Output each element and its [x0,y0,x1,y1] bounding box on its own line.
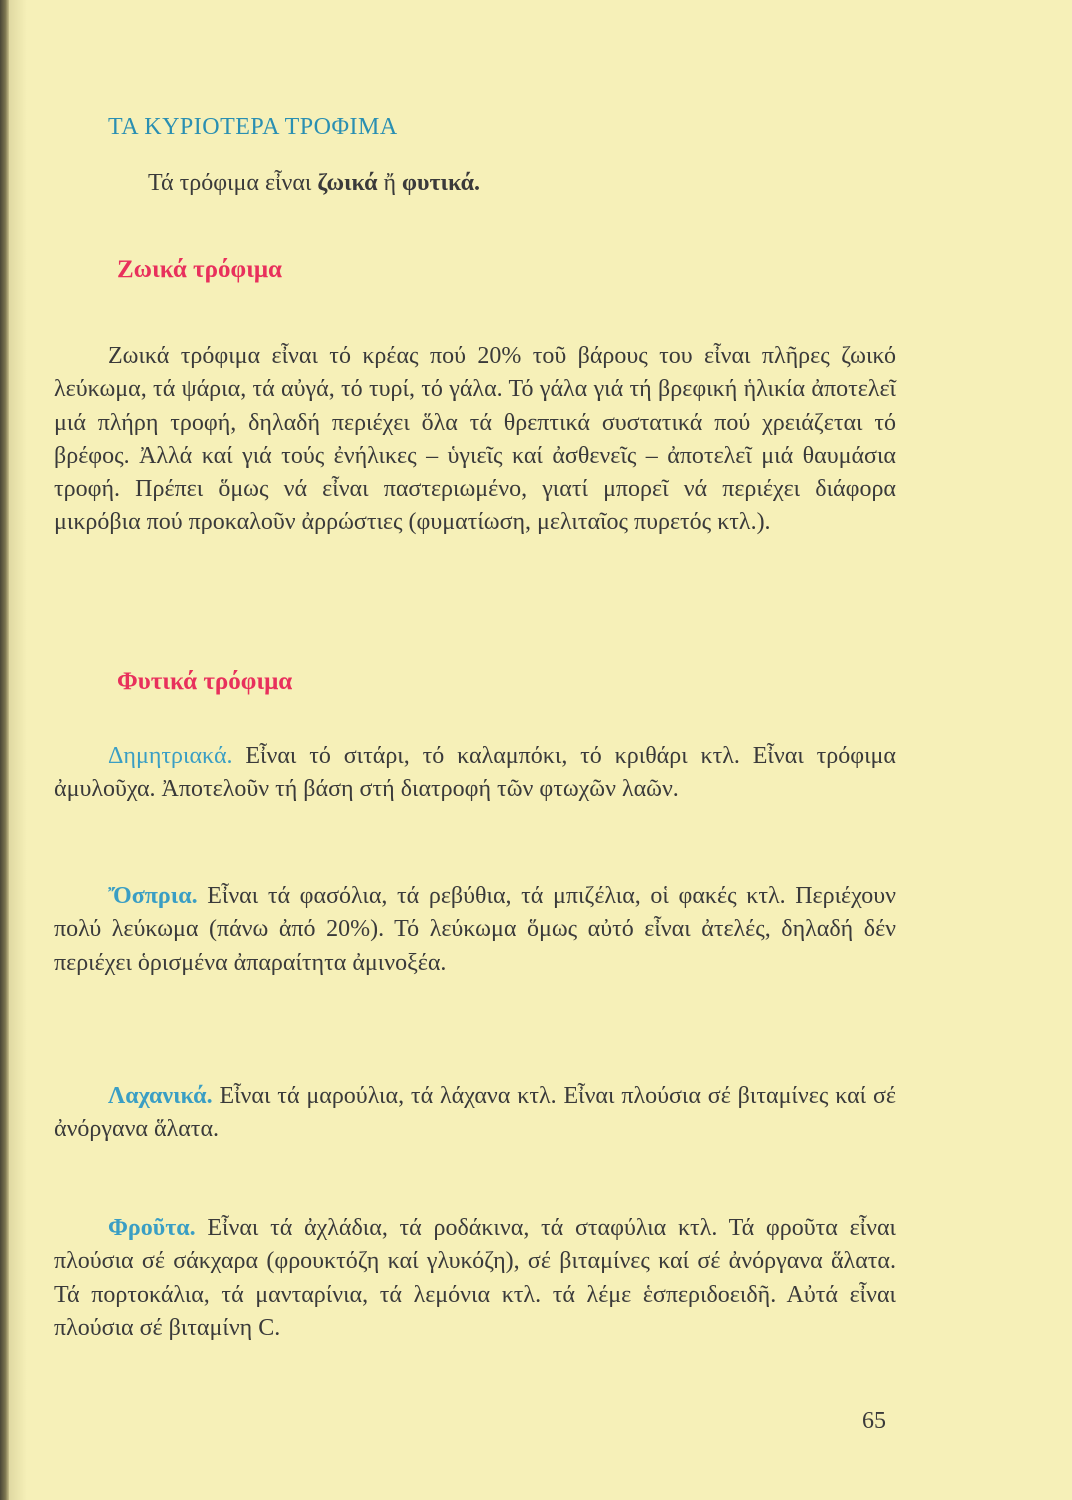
term-fruits: Φροῦτα. [108,1215,196,1241]
paragraph-legumes [54,880,896,980]
paragraph-cereals [54,740,896,807]
page-number: 65 [862,1408,886,1434]
section-heading-animal-foods: Ζωικά τρόφιμα [117,256,282,283]
term-vegetables: Λαχανικά. [108,1083,213,1109]
paragraph-fruits [54,1212,896,1345]
text-legumes: Εἶναι τά φασόλια, τά ρεβύθια, τά μπιζέλια, οἱ φακές κτλ. Περιέχουν πολύ λεύκωμα (πάνω ἀπό 20%). Τό λεύκωμα ὅμως αὐτό εἶναι ἀτελές, δηλαδή δέν περιέχει ὁρισμένα ἀπαραίτητα ἀμινοξέα. [54,883,896,976]
text-fruits: Εἶναι τά ἀχλάδια, τά ροδάκινα, τά σταφύλια κτλ. Τά φροῦτα εἶναι πλούσια σέ σάκχαρα (φρουκτόζη καί γλυκόζη), σέ βιταμίνες καί σέ ἀνόργανα ἅλατα. Τά πορτοκάλια, τά μανταρίνια, τά λεμόνια κτλ. τά λέμε ἑσπεριδοειδῆ. Αὐτά εἶναι πλούσια σέ βιταμίνη C. [54,1215,896,1341]
text-cereals: Εἶναι τό σιτάρι, τό καλαμπόκι, τό κριθάρι κτλ. Εἶναι τρόφιμα ἀμυλοῦχα. Ἀποτελοῦν τή βάση στή διατροφή τῶν φτωχῶν λαῶν. [54,743,896,803]
term-cereals: Δημητριακά. [108,743,233,769]
intro-text-before: Τά τρόφιμα εἶναι [148,170,318,196]
intro-term-plant: φυτικά. [402,170,481,196]
intro-term-animal: ζωικά [317,170,378,196]
paragraph-vegetables [54,1080,896,1147]
intro-text-middle: ἤ [377,170,403,196]
paragraph-animal-foods: Ζωικά τρόφιμα εἶναι τό κρέας πού 20% τοῦ βάρους του εἶναι πλῆρες ζωικό λεύκωμα, τά ψάρια, τά αὐγά, τό τυρί, τό γάλα. Τό γάλα γιά τή βρεφική ἡλικία ἀποτελεῖ μιά πλήρη τροφή, δηλαδή περιέχει ὅλα τά θρεπτικά συστατικά πού χρειάζεται τό βρέφος. Ἀλλά καί γιά τούς ἐνήλικες – ὑγιεῖς καί ἀσθενεῖς – ἀποτελεῖ μιά θαυμάσια τροφή. Πρέπει ὅμως νά εἶναι παστεριωμένο, γιατί μπορεῖ νά περιέχει διάφορα μικρόβια πού προκαλοῦν ἀρρώστιες (φυματίωση, μελιταῖος πυρετός κτλ.). [54,343,896,536]
intro-sentence [148,170,480,197]
section-heading-plant-foods: Φυτικά τρόφιμα [117,668,293,695]
term-legumes: Ὄσπρια. [108,883,198,909]
text-vegetables: Εἶναι τά μαρούλια, τά λάχανα κτλ. Εἶναι πλούσια σέ βιταμίνες καί σέ ἀνόργανα ἅλατα. [54,1083,896,1143]
page-title: ΤΑ ΚΥΡΙΟΤΕΡΑ ΤΡΟΦΙΜΑ [108,114,398,140]
